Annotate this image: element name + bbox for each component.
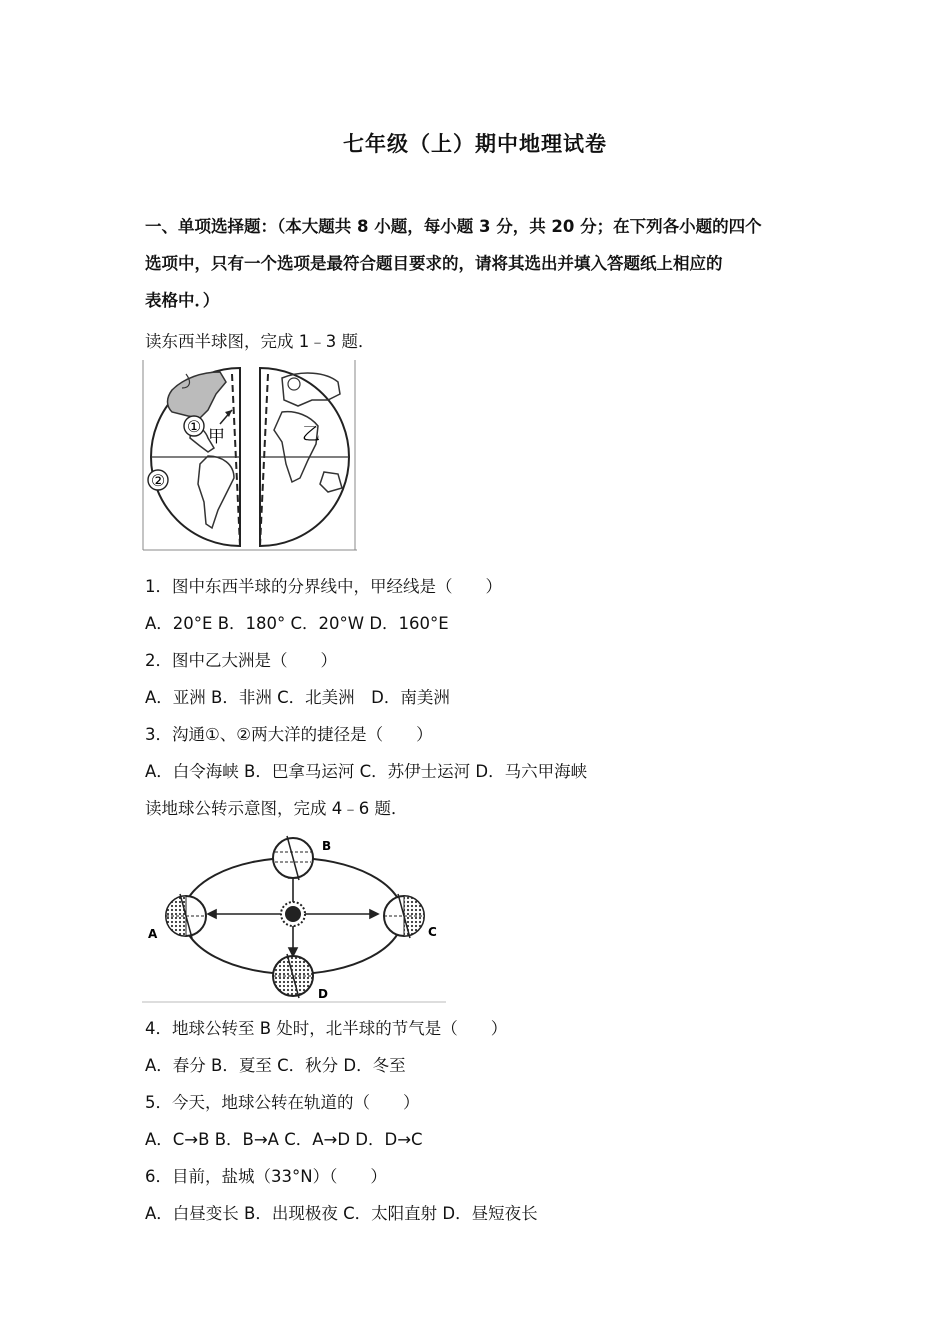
section-heading-line: 一、单项选择题：（本大题共 8 小题，每小题 3 分，共 20 分；在下列各小题的四个	[145, 217, 762, 236]
section-heading	[145, 208, 815, 319]
figure1-intro: 读东西半球图，完成 1﹣3 题．	[145, 332, 375, 351]
section-heading-line: 选项中，只有一个选项是最符合题目要求的，请将其选出并填入答题纸上相应的	[145, 254, 723, 273]
jia-label: 甲	[208, 427, 225, 447]
question-4: 4．地球公转至 B 处时，北半球的节气是（ ）	[145, 1019, 508, 1038]
ocean1-label: ①	[186, 417, 202, 436]
question-1-options: A．20°E B．180° C．20°W D．160°E	[145, 614, 449, 633]
hemispheres-figure	[142, 360, 358, 552]
question-1: 1．图中东西半球的分界线中，甲经线是（ ）	[145, 577, 502, 596]
question-6-options: A．白昼变长 B．出现极夜 C．太阳直射 D．昼短夜长	[145, 1204, 538, 1223]
question-3-options: A．白令海峡 B．巴拿马运河 C．苏伊士运河 D．马六甲海峡	[145, 762, 588, 781]
label-b: B	[322, 839, 332, 853]
label-a: A	[148, 927, 158, 941]
question-5: 5．今天，地球公转在轨道的（ ）	[145, 1093, 420, 1112]
label-d: D	[318, 987, 328, 1001]
yi-label: 乙	[302, 424, 320, 445]
revolution-figure	[142, 832, 446, 1004]
figure2-intro: 读地球公转示意图，完成 4﹣6 题．	[145, 799, 408, 818]
section-heading-line: 表格中．）	[145, 291, 220, 310]
question-2-options: A．亚洲 B．非洲 C．北美洲 D．南美洲	[145, 688, 450, 707]
earth-b	[273, 836, 313, 880]
earth-a	[166, 894, 206, 938]
earth-c	[384, 894, 424, 938]
earth-d	[273, 954, 313, 998]
question-6: 6．目前，盐城（33°N）（ ）	[145, 1167, 387, 1186]
question-3: 3．沟通①、②两大洋的捷径是（ ）	[145, 725, 433, 744]
question-5-options: A．C→B B．B→A C．A→D D．D→C	[145, 1130, 423, 1149]
ocean2-label: ②	[150, 471, 166, 490]
label-c: C	[428, 925, 437, 939]
page-title: 七年级（上）期中地理试卷	[343, 132, 607, 156]
question-2: 2．图中乙大洲是（ ）	[145, 651, 337, 670]
question-4-options: A．春分 B．夏至 C．秋分 D．冬至	[145, 1056, 406, 1075]
sun-icon	[281, 902, 305, 926]
